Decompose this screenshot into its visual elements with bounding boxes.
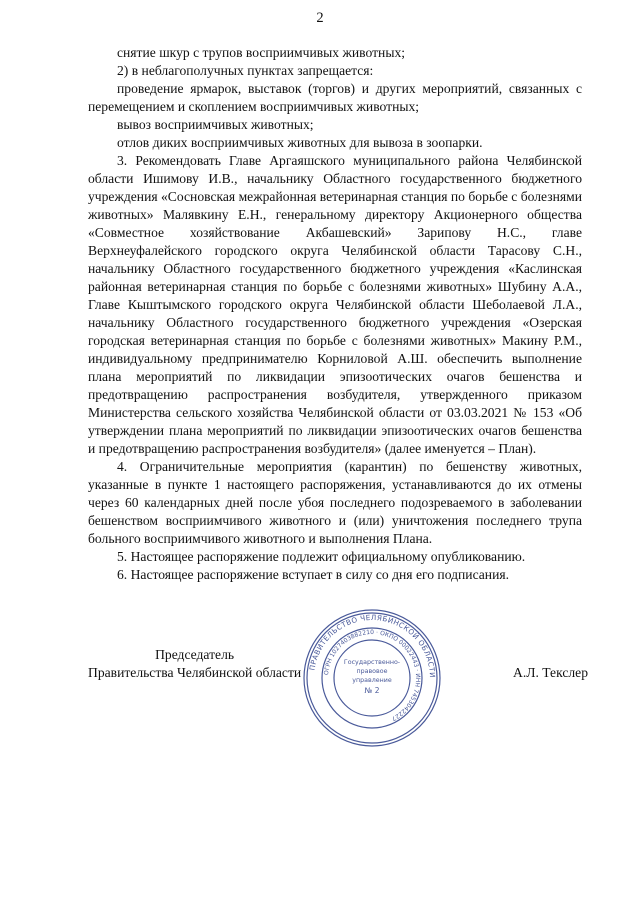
svg-text:ОГРН 1027403882210 · ОКПО 0002: [323, 629, 421, 722]
paragraph: 6. Настоящее распоряжение вступает в силу со дня его подписания.: [117, 567, 510, 582]
paragraph: проведение ярмарок, выставок (торгов) и других мероприятий, связанных с перемещением и скоплением восприимчивых животных;: [88, 81, 582, 114]
seal-ring-text: ОГРН 1027403882210 · ОКПО 00022443 · ИНН 7453042227: [323, 628, 422, 722]
paragraph: 2) в неблагополучных пунктах запрещается:: [117, 63, 374, 78]
signatory-title-line-1: Председатель: [155, 647, 235, 662]
svg-text:№ 2: № 2: [364, 686, 380, 695]
document-body: [88, 44, 582, 584]
signature-block: [88, 612, 588, 802]
page-number: 2: [316, 10, 324, 26]
paragraph: отлов диких восприимчивых животных для вывоза в зоопарки.: [117, 135, 483, 150]
paragraph: 3. Рекомендовать Главе Аргаяшского муниципального района Челябинской области Ишимову И.В., начальнику Областного государственного бюджетного учреждения «Сосновская межрайонная ветеринарная станция по борьбе с болезнями животных» Малявкину Е.Н., генеральному директору Акционерного общества «Совместное хозяйствование Акбашевский» Зарипову Н.С., главе Верхнеуфалейского городского округа Челябинской области Тарасову С.Н., начальнику Областного государственного бюджетного учреждения «Каслинская районная ветеринарная станция по борьбе с болезнями животных» Шубину А.А., Главе Кыштымского городского округа Челябинской области Шеболаевой Л.А., начальнику Областного государственного бюджетного учреждения «Озерская городская ветеринарная станция по борьбе с болезнями животных» Макину Р.М., индивидуальному предпринимателю Корниловой А.Ш. обеспечить выполнение плана мероприятий по ликвидации эпизоотических очагов бешенства и предотвращению распространения возбудителя, утвержденного приказом Министерства сельского хозяйства Челябинской области от 03.03.2021 № 153 «Об утверждении плана мероприятий по ликвидации эпизоотических очагов бешенства и предотвращению распространения возбудителя» (далее именуется – План).: [88, 153, 582, 456]
signatory-title: [88, 646, 301, 682]
signatory-title-line-2: Правительства Челябинской области: [88, 665, 302, 680]
paragraph: вывоз восприимчивых животных;: [117, 117, 314, 132]
paragraph: снятие шкур с трупов восприимчивых животных;: [117, 45, 406, 60]
signatory-name: А.Л. Текслер: [513, 665, 588, 680]
official-seal-graphic: [302, 608, 442, 748]
paragraph: 5. Настоящее распоряжение подлежит официальному опубликованию.: [117, 549, 526, 564]
paragraph: 4. Ограничительные мероприятия (карантин) по бешенству животных, указанные в пункте 1 настоящего распоряжения, устанавливаются до их отмены через 60 календарных дней после убоя последнего подозреваемого в заболевании бешенством восприимчивого животного и (или) уничтожения последнего трупа больного восприимчивого животного и выполнения Плана.: [88, 459, 582, 546]
svg-text:правовое: правовое: [356, 668, 388, 675]
svg-text:управление: управление: [352, 677, 392, 684]
official-seal: [302, 608, 442, 748]
svg-text:Государственно-: Государственно-: [343, 659, 401, 666]
seal-outer-text: ПРАВИТЕЛЬСТВО ЧЕЛЯБИНСКОЙ ОБЛАСТИ: [307, 612, 438, 679]
